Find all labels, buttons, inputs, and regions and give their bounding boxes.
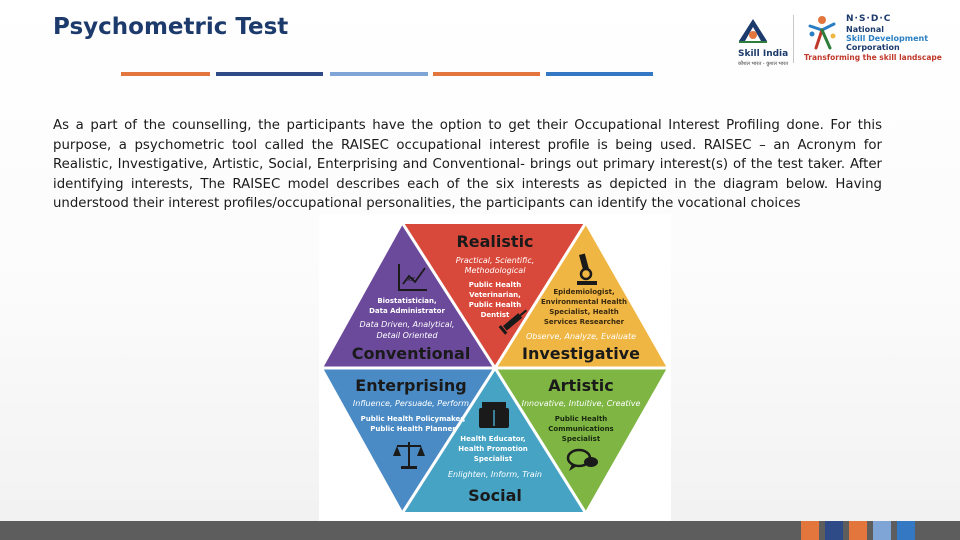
- social-role-2: Health Promotion: [458, 445, 528, 453]
- investigative-traits: Observe, Analyze, Evaluate: [525, 332, 637, 341]
- nsdc-name-line2: Skill Development: [846, 34, 929, 43]
- accent-rule-orange-2: [433, 72, 540, 76]
- accent-rule-navy: [216, 72, 323, 76]
- investigative-role-4: Services Researcher: [543, 318, 625, 326]
- conventional-role-2: Data Administrator: [369, 307, 445, 315]
- social-traits: Enlighten, Inform, Train: [448, 470, 542, 479]
- artistic-title: Artistic: [548, 376, 614, 395]
- skill-india-subtext: कौशल भारत - कुशल भारत: [738, 61, 789, 67]
- nsdc-name: [846, 25, 928, 52]
- conventional-traits-1: Data Driven, Analytical,: [359, 320, 455, 329]
- artistic-role-1: Public Health: [554, 415, 608, 423]
- conventional-traits-2: Detail Oriented: [376, 331, 438, 340]
- page-title: Psychometric Test: [53, 14, 289, 40]
- logo-divider: [793, 15, 794, 63]
- enterprising-role-1: Public Health Policymaker,: [360, 415, 466, 423]
- nsdc-figure-icon: [808, 14, 836, 50]
- investigative-role-3: Specialist, Health: [549, 308, 619, 316]
- realistic-traits-1: Practical, Scientific,: [455, 256, 535, 265]
- nsdc-tagline: Transforming the skill landscape: [804, 53, 942, 62]
- investigative-role-1: Epidemiologist,: [553, 288, 615, 296]
- footer-bar: [0, 521, 960, 540]
- accent-rule-lightblue: [330, 72, 428, 76]
- logo-area: [730, 12, 950, 72]
- realistic-traits-2: Methodological: [464, 266, 526, 275]
- footer-accent-4: [873, 521, 891, 540]
- realistic-role-4: Dentist: [480, 311, 510, 319]
- nsdc-name-line3: Corporation: [846, 43, 900, 52]
- footer-accent-1: [801, 521, 819, 540]
- raisec-diagram: [319, 214, 671, 523]
- artistic-role-3: Specialist: [561, 435, 601, 443]
- accent-rule-orange: [121, 72, 210, 76]
- footer-accent-3: [849, 521, 867, 540]
- skill-india-emblem-icon: [735, 15, 771, 45]
- artistic-role-2: Communications: [548, 425, 614, 433]
- social-title: Social: [468, 486, 522, 505]
- svg-text:xx: xx: [407, 275, 416, 283]
- realistic-role-2: Veterinarian,: [469, 291, 521, 299]
- enterprising-traits: Influence, Persuade, Perform: [352, 399, 470, 408]
- conventional-role-1: Biostatistician,: [377, 297, 437, 305]
- conventional-title: Conventional: [351, 344, 471, 363]
- body-paragraph: As a part of the counselling, the participants have the option to get their Occupational Interest Profiling done. For this purpose, a psychometric tool called the RAISEC occupational interest profile is being used. RAISEC – an Acronym for Realistic, Investigative, Artistic, Social, Enterprising and Conventional- brings out primary interest(s) of the test taker. After identifying interests, The RAISEC model describes each of the six interests as depicted in the diagram below. Having understood their interest profiles/occupational personalities, the participants can identify the vocational choices: [53, 118, 882, 212]
- realistic-title: Realistic: [456, 232, 534, 251]
- enterprising-role-2: Public Health Planner: [370, 425, 456, 433]
- footer-accent-2: [825, 521, 843, 540]
- nsdc-code: N·S·D·C: [846, 14, 892, 24]
- footer-accent-5: [897, 521, 915, 540]
- accent-rule-blue: [546, 72, 653, 76]
- investigative-role-2: Environmental Health: [541, 298, 627, 306]
- skill-india-text: Skill India: [738, 49, 789, 59]
- skill-india-logo: [735, 15, 789, 67]
- social-role-3: Specialist: [473, 455, 513, 463]
- social-role-1: Health Educator,: [460, 435, 526, 443]
- enterprising-title: Enterprising: [355, 376, 467, 395]
- nsdc-name-line1: National: [846, 25, 884, 34]
- artistic-traits: Innovative, Intuitive, Creative: [521, 399, 641, 408]
- investigative-title: Investigative: [522, 344, 640, 363]
- realistic-role-1: Public Health: [468, 281, 522, 289]
- book-icon: [479, 402, 509, 428]
- realistic-role-3: Public Health: [468, 301, 522, 309]
